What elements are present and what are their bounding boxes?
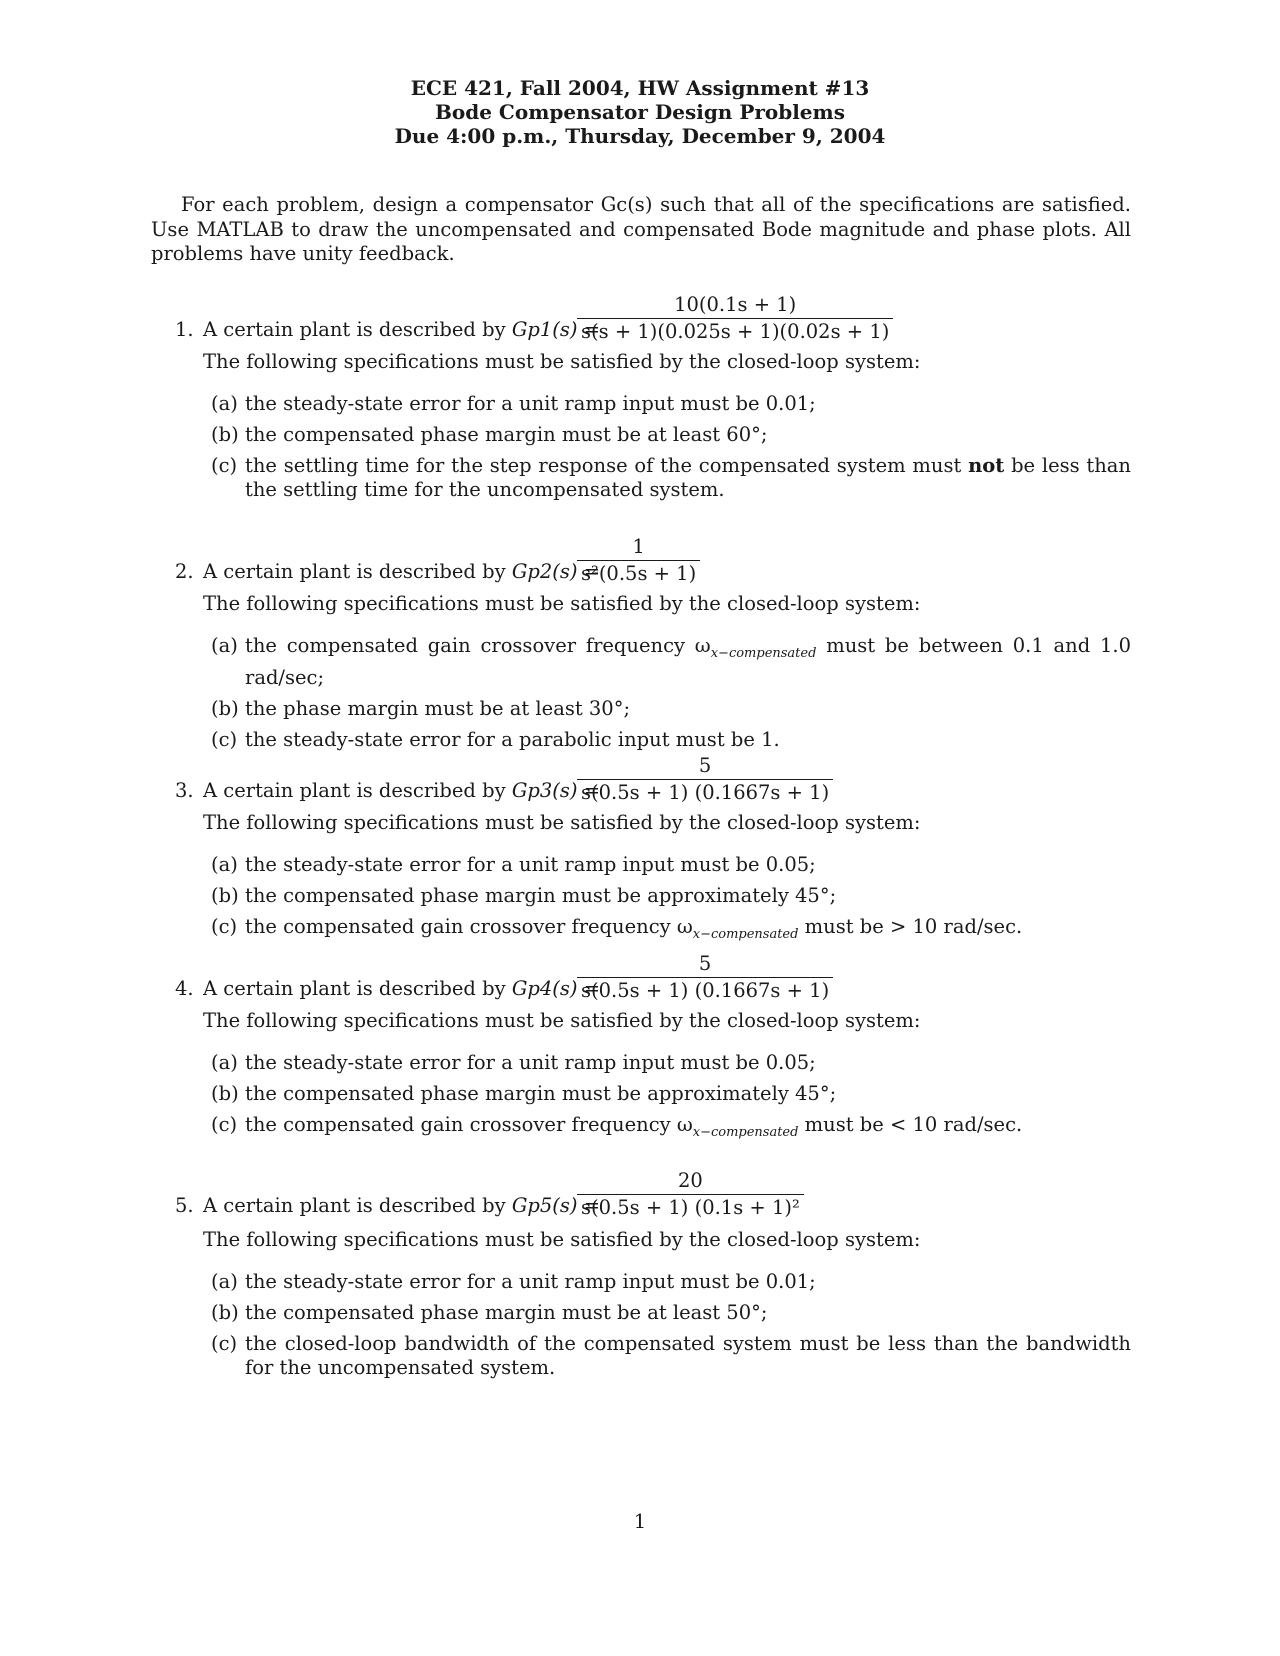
spec-item bbox=[211, 1113, 1131, 1145]
plant-label: Gp2(s) = bbox=[511, 560, 601, 583]
tf-denominator: s(s + 1)(0.025s + 1)(0.02s + 1) bbox=[577, 318, 893, 345]
spec-label: (a) bbox=[211, 1270, 238, 1293]
spec-list bbox=[211, 853, 1131, 947]
intro-text: For each problem, design a compensator Gc(s) such that all of the specifications are satisfied. Use MATLAB to draw the uncompensated and compensated Bode magnitude and phase plots. All problems have unity feedback. bbox=[151, 193, 1131, 265]
problem-number: 1. bbox=[175, 318, 194, 341]
spec-label: (b) bbox=[211, 1301, 239, 1324]
spec-item bbox=[211, 634, 1131, 690]
plant-lead: A certain plant is described by bbox=[203, 977, 506, 1000]
tf-denominator: s(0.5s + 1) (0.1667s + 1) bbox=[577, 977, 833, 1004]
tf-denominator: s(0.5s + 1) (0.1667s + 1) bbox=[577, 779, 833, 806]
spec-text: the steady-state error for a parabolic input must be 1. bbox=[245, 727, 780, 751]
spec-item bbox=[211, 1082, 1131, 1106]
plant-lead: A certain plant is described by bbox=[203, 1194, 506, 1217]
problem-number: 3. bbox=[175, 779, 194, 802]
spec-label: (c) bbox=[211, 915, 238, 938]
spec-label: (b) bbox=[211, 884, 239, 907]
spec-label: (a) bbox=[211, 1051, 238, 1074]
spec-label: (a) bbox=[211, 634, 238, 657]
omega-subscript: x−compensated bbox=[692, 1124, 799, 1140]
intro-paragraph bbox=[151, 193, 1131, 267]
spec-emphasis: not bbox=[968, 454, 1005, 477]
problem-number: 5. bbox=[175, 1194, 194, 1217]
spec-intro: The following specifications must be satisfied by the closed-loop system: bbox=[203, 350, 921, 373]
spec-text: the steady-state error for a unit ramp input must be 0.05; bbox=[245, 853, 816, 876]
spec-label: (c) bbox=[211, 1113, 238, 1136]
problem-number: 4. bbox=[175, 977, 194, 1000]
tf-denominator: s²(0.5s + 1) bbox=[577, 560, 700, 587]
spec-list bbox=[211, 634, 1131, 752]
tf-numerator: 10(0.1s + 1) bbox=[674, 293, 797, 316]
plant-label: Gp1(s) = bbox=[511, 318, 601, 341]
spec-text: the compensated phase margin must be approximately 45°; bbox=[245, 1082, 837, 1105]
plant-lead: A certain plant is described by bbox=[203, 318, 506, 341]
problem-statement bbox=[151, 1168, 1131, 1236]
spec-intro: The following specifications must be satisfied by the closed-loop system: bbox=[203, 1228, 921, 1251]
page-number: 1 bbox=[633, 1510, 647, 1533]
problem-5 bbox=[151, 1168, 1131, 1379]
spec-text: the compensated phase margin must be approximately 45°; bbox=[245, 884, 837, 907]
omega-subscript: x−compensated bbox=[710, 645, 817, 661]
transfer-function bbox=[577, 951, 833, 1004]
spec-text: the compensated phase margin must be at least 60°; bbox=[245, 423, 768, 446]
tf-denominator: s(0.5s + 1) (0.1s + 1)² bbox=[577, 1194, 804, 1221]
spec-item bbox=[211, 423, 1131, 447]
plant-label: Gp3(s) = bbox=[511, 779, 601, 802]
spec-text: the phase margin must be at least 30°; bbox=[245, 696, 631, 720]
spec-text: the steady-state error for a unit ramp input must be 0.01; bbox=[245, 392, 816, 415]
problem-1 bbox=[151, 292, 1131, 501]
spec-text: the compensated gain crossover frequency ω bbox=[245, 915, 693, 938]
spec-text: must be < 10 rad/sec. bbox=[804, 1113, 1023, 1136]
spec-item bbox=[211, 1270, 1131, 1294]
header-line-3: Due 4:00 p.m., Thursday, December 9, 2004 bbox=[394, 124, 886, 148]
tf-numerator: 1 bbox=[632, 535, 645, 558]
problem-number: 2. bbox=[175, 560, 194, 583]
spec-text: the steady-state error for a unit ramp input must be 0.01; bbox=[245, 1270, 816, 1293]
header-line-1: ECE 421, Fall 2004, HW Assignment #13 bbox=[410, 76, 870, 100]
header-line-2: Bode Compensator Design Problems bbox=[435, 100, 845, 124]
spec-label: (c) bbox=[211, 727, 238, 751]
spec-item bbox=[211, 1051, 1131, 1075]
plant-label: Gp5(s) = bbox=[511, 1194, 601, 1217]
spec-list bbox=[211, 1051, 1131, 1145]
spec-item bbox=[211, 392, 1131, 416]
spec-list bbox=[211, 1270, 1131, 1380]
transfer-function bbox=[577, 1168, 804, 1221]
tf-numerator: 20 bbox=[677, 1169, 703, 1192]
spec-intro: The following specifications must be satisfied by the closed-loop system: bbox=[203, 1009, 921, 1032]
spec-label: (c) bbox=[211, 454, 238, 477]
spec-intro: The following specifications must be satisfied by the closed-loop system: bbox=[203, 811, 921, 834]
plant-lead: A certain plant is described by bbox=[203, 560, 506, 583]
spec-text: the steady-state error for a unit ramp input must be 0.05; bbox=[245, 1051, 816, 1074]
spec-item bbox=[211, 728, 1131, 752]
spec-list bbox=[211, 392, 1131, 502]
transfer-function bbox=[577, 292, 893, 345]
spec-item bbox=[211, 454, 1131, 502]
spec-item bbox=[211, 915, 1131, 947]
plant-label: Gp4(s) = bbox=[511, 977, 601, 1000]
spec-item bbox=[211, 853, 1131, 877]
spec-text: the closed-loop bandwidth of the compensated system must be less than the bandwidth for the uncompensated system. bbox=[245, 1332, 1131, 1379]
spec-label: (b) bbox=[211, 696, 239, 720]
tf-numerator: 5 bbox=[698, 754, 712, 777]
spec-text: the compensated phase margin must be at least 50°; bbox=[245, 1301, 768, 1324]
spec-label: (b) bbox=[211, 423, 239, 446]
tf-numerator: 5 bbox=[698, 952, 712, 975]
spec-intro: The following specifications must be satisfied by the closed-loop system: bbox=[203, 592, 921, 615]
document-header bbox=[0, 76, 1280, 148]
spec-label: (b) bbox=[211, 1082, 239, 1105]
spec-item bbox=[211, 1301, 1131, 1325]
omega-subscript: x−compensated bbox=[692, 926, 799, 942]
spec-text: the settling time for the step response of the compensated system must bbox=[245, 454, 962, 477]
spec-label: (a) bbox=[211, 392, 238, 415]
spec-text: must be between 0.1 and 1.0 rad/sec; bbox=[245, 634, 1131, 689]
spec-label: (a) bbox=[211, 853, 238, 876]
spec-item bbox=[211, 1332, 1131, 1380]
transfer-function bbox=[577, 753, 833, 806]
spec-text: the compensated gain crossover frequency ω bbox=[245, 1113, 693, 1136]
spec-item bbox=[211, 884, 1131, 908]
spec-text: the compensated gain crossover frequency ω bbox=[245, 634, 711, 657]
spec-label: (c) bbox=[211, 1332, 238, 1355]
spec-text: be less than the settling time for the uncompensated system. bbox=[245, 454, 1131, 501]
plant-lead: A certain plant is described by bbox=[203, 779, 506, 802]
transfer-function bbox=[577, 534, 700, 587]
spec-text: must be > 10 rad/sec. bbox=[804, 915, 1023, 938]
spec-item bbox=[211, 697, 1131, 721]
